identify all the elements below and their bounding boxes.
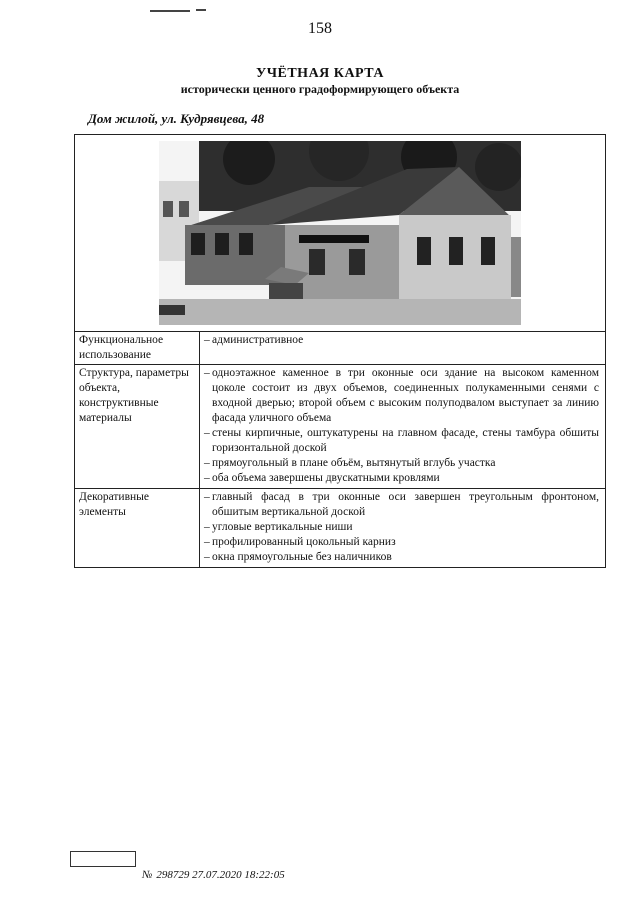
list-item: – оба объема завершены двускатными кровлями [204, 471, 599, 486]
card-subtitle: исторически ценного градоформирующего объекта [180, 82, 460, 96]
row-value [200, 365, 606, 489]
document-footer [142, 869, 285, 881]
row-value [200, 489, 606, 568]
card-title: УЧЁТНАЯ КАРТА [255, 66, 385, 81]
record-table [74, 134, 606, 568]
scan-smudge [196, 9, 206, 11]
document-registration: 298729 27.07.2020 18:22:05 [156, 869, 285, 881]
list-item: – административное [204, 333, 599, 348]
registry-stamp [70, 851, 136, 867]
row-label: Декоративные элементы [75, 489, 200, 568]
list-item: – угловые вертикальные ниши [204, 520, 599, 535]
photo-cell [75, 135, 606, 332]
page-number: 158 [308, 20, 332, 37]
row-value [200, 332, 606, 365]
number-sign: № [142, 869, 153, 881]
list-item: – профилированный цокольный карниз [204, 535, 599, 550]
table-row [75, 489, 606, 568]
list-item: – прямоугольный в плане объём, вытянутый вглубь участка [204, 456, 599, 471]
row-label: Функциональное использование [75, 332, 200, 365]
list-item: – одноэтажное каменное в три оконные оси здание на высоком каменном цоколе состоит из двух объемов, соединенных полукаменными сенями с входной дверью; второй объем с высоким полуподвалом выступает за линию фасада уличного объема [204, 366, 599, 426]
list-item: – стены кирпичные, оштукатурены на главном фасаде, стены тамбура обшиты горизонтальной доской [204, 426, 599, 456]
photo-row [75, 135, 606, 332]
object-name: Дом жилой, ул. Кудрявцева, 48 [88, 111, 265, 126]
row-label: Структура, параметры объекта, конструктивные материалы [75, 365, 200, 489]
list-item: – окна прямоугольные без наличников [204, 550, 599, 565]
list-item: – главный фасад в три оконные оси завершен треугольным фронтоном, обшитым вертикальной доской [204, 490, 599, 520]
table-row [75, 332, 606, 365]
building-photo [159, 141, 521, 325]
ground [159, 299, 521, 325]
scan-smudge [150, 10, 190, 12]
table-row [75, 365, 606, 489]
